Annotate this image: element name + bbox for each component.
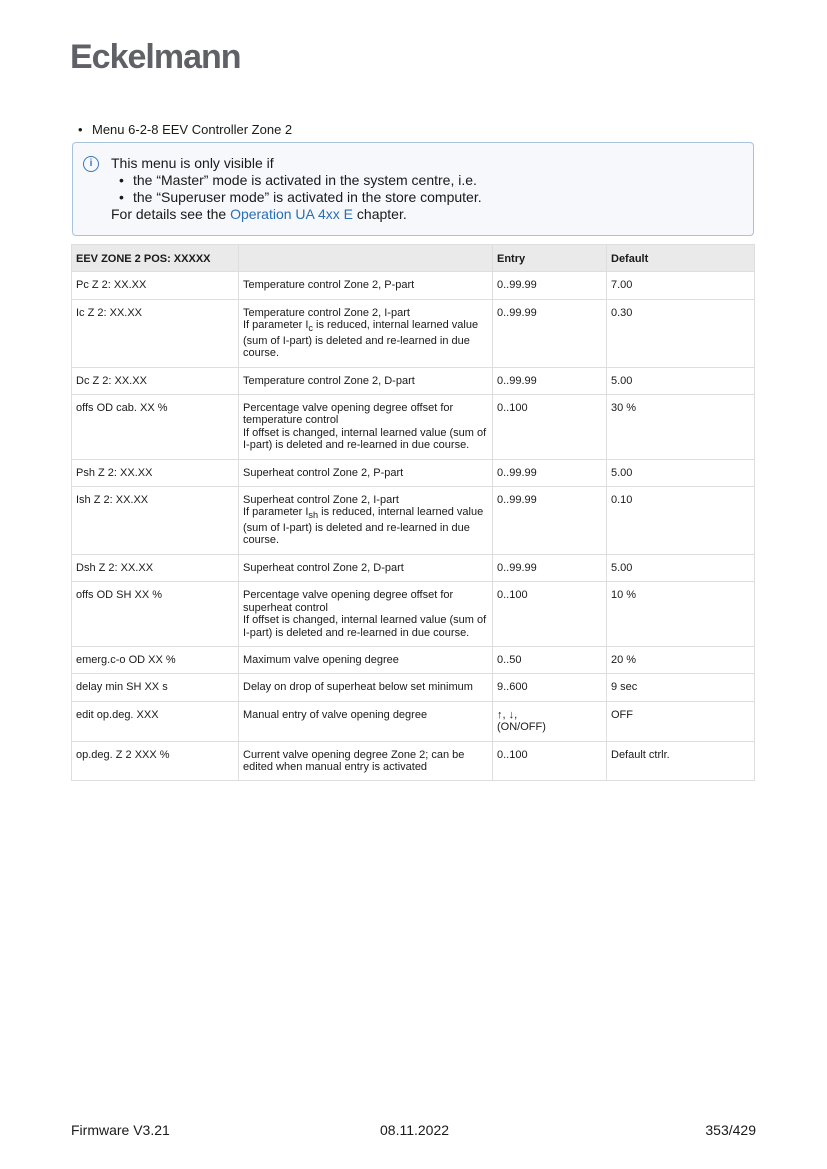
default-cell: 10 % <box>607 582 755 647</box>
default-cell: 0.10 <box>607 487 755 555</box>
info-details-prefix: For details see the <box>111 206 231 222</box>
table-row <box>72 701 755 741</box>
table-row <box>72 459 755 486</box>
entry-cell <box>493 701 607 741</box>
entry-cell: 0..99.99 <box>493 299 607 367</box>
desc-cell <box>239 646 493 673</box>
default-cell: 30 % <box>607 395 755 460</box>
entry-cell: 9..600 <box>493 674 607 701</box>
entry-cell: 0..99.99 <box>493 459 607 486</box>
desc-line: Superheat control Zone 2, P-part <box>243 466 404 479</box>
desc-line: Temperature control Zone 2, P-part <box>243 279 415 292</box>
entry-cell: 0..99.99 <box>493 487 607 555</box>
desc-line: If parameter I <box>243 506 309 519</box>
table-row <box>72 299 755 367</box>
menu-heading-text: Menu 6-2-8 EEV Controller Zone 2 <box>92 122 293 137</box>
info-condition-text: the “Master” mode is activated in the system centre, i.e. <box>133 172 477 188</box>
entry-cell: 0..99.99 <box>493 554 607 581</box>
desc-line: is reduced, internal learned value (sum of I-part) is deleted and re-learned in due course. <box>243 506 484 547</box>
param-cell: edit op.deg. XXX <box>72 701 239 741</box>
desc-cell <box>239 272 493 299</box>
desc-cell <box>239 487 493 555</box>
entry-cell: 0..99.99 <box>493 272 607 299</box>
entry-cell: 0..100 <box>493 395 607 460</box>
desc-line: Maximum valve opening degree <box>243 653 399 666</box>
desc-cell <box>239 554 493 581</box>
desc-cell <box>239 701 493 741</box>
default-cell: 20 % <box>607 646 755 673</box>
header-description <box>239 245 493 272</box>
footer-date: 08.11.2022 <box>380 1122 450 1138</box>
param-cell: op.deg. Z 2 XXX % <box>72 741 239 781</box>
param-cell: Psh Z 2: XX.XX <box>72 459 239 486</box>
desc-cell <box>239 395 493 460</box>
header-parameter: EEV ZONE 2 POS: XXXXX <box>72 245 239 272</box>
table-row <box>72 582 755 647</box>
desc-cell <box>239 459 493 486</box>
info-intro: This menu is only visible if <box>111 155 274 171</box>
default-cell: 5.00 <box>607 459 755 486</box>
desc-line: Delay on drop of superheat below set minimum <box>243 681 473 694</box>
param-cell: emerg.c-o OD XX % <box>72 646 239 673</box>
entry-cell: 0..99.99 <box>493 367 607 394</box>
desc-line: If parameter I <box>243 319 309 332</box>
desc-cell <box>239 299 493 367</box>
default-cell: 5.00 <box>607 554 755 581</box>
desc-cell <box>239 674 493 701</box>
entry-cell: 0..100 <box>493 582 607 647</box>
info-details <box>111 206 482 223</box>
table-row <box>72 554 755 581</box>
info-note-text <box>111 155 482 223</box>
eckelmann-logo: Eckelmann <box>70 38 241 76</box>
desc-line: is reduced, internal learned value (sum of I-part) is deleted and re-learned in due course. <box>243 319 479 360</box>
desc-subscript: c <box>308 323 313 334</box>
desc-cell <box>239 367 493 394</box>
entry-line: ↑, ↓, <box>497 708 518 721</box>
desc-line: If offset is changed, internal learned value (sum of I-part) is deleted and re-learned in due course. <box>243 426 487 452</box>
info-condition-item <box>111 189 482 206</box>
desc-line: Temperature control Zone 2, I-part <box>243 306 410 319</box>
entry-cell: 0..100 <box>493 741 607 781</box>
entry-cell: 0..50 <box>493 646 607 673</box>
table-row <box>72 367 755 394</box>
param-cell: Dsh Z 2: XX.XX <box>72 554 239 581</box>
param-cell: Ish Z 2: XX.XX <box>72 487 239 555</box>
param-cell: Ic Z 2: XX.XX <box>72 299 239 367</box>
desc-line: Manual entry of valve opening degree <box>243 708 428 721</box>
default-cell: 5.00 <box>607 367 755 394</box>
desc-line: Superheat control Zone 2, D-part <box>243 561 404 574</box>
bullet-icon: • <box>119 172 124 188</box>
default-cell: 7.00 <box>607 272 755 299</box>
default-cell: OFF <box>607 701 755 741</box>
bullet-icon: • <box>78 122 83 137</box>
param-cell: offs OD SH XX % <box>72 582 239 647</box>
footer-firmware: Firmware V3.21 <box>71 1122 170 1138</box>
info-note-box <box>72 142 754 236</box>
info-icon: i <box>83 156 99 172</box>
desc-cell <box>239 741 493 781</box>
default-cell: 9 sec <box>607 674 755 701</box>
parameter-table <box>71 244 755 781</box>
footer-page-number: 353/429 <box>705 1122 756 1138</box>
info-condition-text: the “Superuser mode” is activated in the store computer. <box>133 189 482 205</box>
desc-subscript: sh <box>308 510 319 521</box>
table-row <box>72 741 755 781</box>
table-row <box>72 272 755 299</box>
table-row <box>72 395 755 460</box>
table-row <box>72 646 755 673</box>
desc-line: Percentage valve opening degree offset for temperature control <box>243 402 454 427</box>
table-row <box>72 674 755 701</box>
table-header-row <box>72 245 755 272</box>
default-cell: 0.30 <box>607 299 755 367</box>
param-cell: Pc Z 2: XX.XX <box>72 272 239 299</box>
info-details-suffix: chapter. <box>353 206 407 222</box>
param-cell: offs OD cab. XX % <box>72 395 239 460</box>
desc-line: Superheat control Zone 2, I-part <box>243 494 399 507</box>
param-cell: delay min SH XX s <box>72 674 239 701</box>
bullet-icon: • <box>119 189 124 205</box>
menu-heading-item <box>78 122 292 137</box>
desc-line: Percentage valve opening degree offset for superheat control <box>243 589 454 614</box>
table-row <box>72 487 755 555</box>
param-cell: Dc Z 2: XX.XX <box>72 367 239 394</box>
desc-line: Current valve opening degree Zone 2; can be edited when manual entry is activated <box>243 748 465 773</box>
header-entry: Entry <box>493 245 607 272</box>
default-cell: Default ctrlr. <box>607 741 755 781</box>
desc-cell <box>239 582 493 647</box>
desc-line: Temperature control Zone 2, D-part <box>243 374 415 387</box>
info-condition-item <box>111 172 482 189</box>
entry-line: (ON/OFF) <box>497 721 546 734</box>
header-default: Default <box>607 245 755 272</box>
operation-chapter-link[interactable]: Operation UA 4xx E <box>230 206 354 222</box>
desc-line: If offset is changed, internal learned value (sum of I-part) is deleted and re-learned in due course. <box>243 614 487 639</box>
